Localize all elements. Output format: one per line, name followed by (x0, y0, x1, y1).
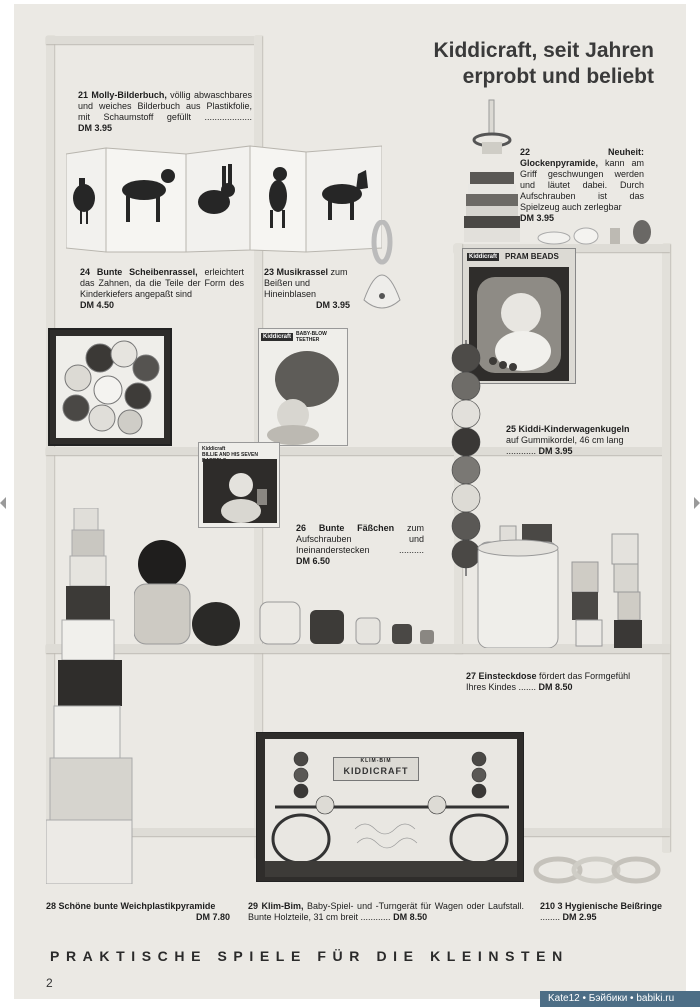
picture-book-image (66, 140, 382, 260)
page-title (433, 38, 654, 90)
item-26-price: DM 6.50 (296, 556, 331, 566)
disc-rattle-box (48, 328, 172, 446)
item-23-text: zum Beißen und Hineinblasen (264, 267, 348, 299)
item-27-text: fördert das Formgefühl Ihres Kindes ....... (466, 671, 631, 692)
title-line-1: Kiddicraft, seit Jahren (433, 39, 654, 62)
item-21-head: 21 Molly-Bilderbuch, (78, 90, 167, 100)
item-26-head: 26 Bunte Fäßchen (296, 523, 395, 533)
title-line-2: erprobt und beliebt (462, 65, 654, 88)
item-22-head: 22 Neuheit: Glockenpyramide, (520, 147, 644, 168)
item-27-price: DM 8.50 (538, 682, 573, 692)
item-26-text: zum Aufschrauben und Ineinanderstecken .......... (296, 523, 424, 555)
item-23-head: 23 Musikrassel (264, 267, 329, 277)
next-page-arrow-icon[interactable] (694, 497, 700, 509)
pram-beads-name: PRAM BEADS (505, 252, 559, 261)
item-210-text: ........ (540, 912, 561, 922)
item-29-price: DM 8.50 (393, 912, 428, 922)
item-25-head: 25 Kiddi-Kinderwagenkugeln (506, 424, 630, 434)
item-24-head: 24 Bunte Scheibenrassel, (80, 267, 198, 277)
item-25-text: auf Gummikordel, 46 cm lang ............ (506, 435, 624, 456)
item-28-price: DM 7.80 (195, 912, 230, 922)
klim-bim-small-label: KLIM-BIM (360, 758, 392, 764)
item-29-description (248, 901, 524, 923)
item-24-description (80, 267, 244, 311)
item-21-text: völlig abwaschbares und weiches Bilderbuch aus Plastikfolie, mit Schaumstoff gefüllt ................... (78, 90, 252, 122)
item-23-price: DM 3.95 (315, 300, 350, 310)
shape-sorter-image (468, 518, 658, 648)
site-credit[interactable]: Kate12 • Бэйбики • babiki.ru (540, 991, 700, 1007)
barrels-row (134, 538, 434, 646)
item-29-head: 29 Klim-Bim, (248, 901, 304, 911)
item-210-description (540, 901, 672, 923)
klim-bim-box-label: KIDDICRAFT (343, 766, 409, 776)
previous-page-arrow-icon[interactable] (0, 497, 6, 509)
soft-pyramid-tower (46, 508, 136, 884)
item-21-description (78, 90, 252, 134)
item-22-description (520, 147, 644, 224)
barrels-brand: Kiddicraft (202, 446, 226, 452)
item-24-text: erleichtert das Zahnen, da die Teile der Form des Kinderkiefers angepaßt sind (80, 267, 244, 299)
music-rattle-image (354, 220, 410, 320)
item-28-head: 28 Schöne bunte Weichplastikpyramide (46, 901, 216, 911)
item-27-description (466, 671, 634, 693)
page-number: 2 (46, 976, 53, 990)
shelf-post-right (662, 244, 670, 852)
small-cups-image (526, 218, 656, 246)
item-21-price: DM 3.95 (78, 123, 113, 133)
item-28-description (46, 901, 230, 923)
item-22-text: kann am Griff geschwungen werden und läutet dabei. Durch Aufschrauben ist das Spielzeug auch zerlegbar (520, 158, 644, 212)
catalog-page (14, 4, 686, 999)
item-210-price: DM 2.95 (562, 912, 597, 922)
teether-box (258, 328, 348, 446)
teether-brand: Kiddicraft (263, 334, 292, 340)
item-24-price: DM 4.50 (80, 300, 115, 310)
shelf-top-left (46, 36, 262, 44)
item-29-text: Baby-Spiel- und -Turngerät für Wagen oder Laufstall. Bunte Holzteile, 31 cm breit ............ (248, 901, 525, 922)
barrels-name: BILLIE AND HIS SEVEN (202, 452, 258, 458)
item-27-head: 27 Einsteckdose (466, 671, 537, 681)
klim-bim-box (256, 732, 524, 882)
teething-rings-image (532, 852, 666, 888)
bell-pyramid-image (462, 98, 522, 248)
pram-beads-brand: Kiddicraft (469, 253, 498, 260)
item-23-description (264, 267, 350, 311)
footer-slogan: PRAKTISCHE SPIELE FÜR DIE KLEINSTEN (50, 948, 569, 964)
item-22-price: DM 3.95 (520, 213, 555, 223)
item-25-description (506, 424, 636, 457)
item-210-head: 210 3 Hygienische Beißringe (540, 901, 663, 911)
teether-name: BABY-BLOW TEETHER (296, 331, 327, 343)
item-25-price: DM 3.95 (538, 446, 573, 456)
barrels-box (198, 442, 280, 528)
